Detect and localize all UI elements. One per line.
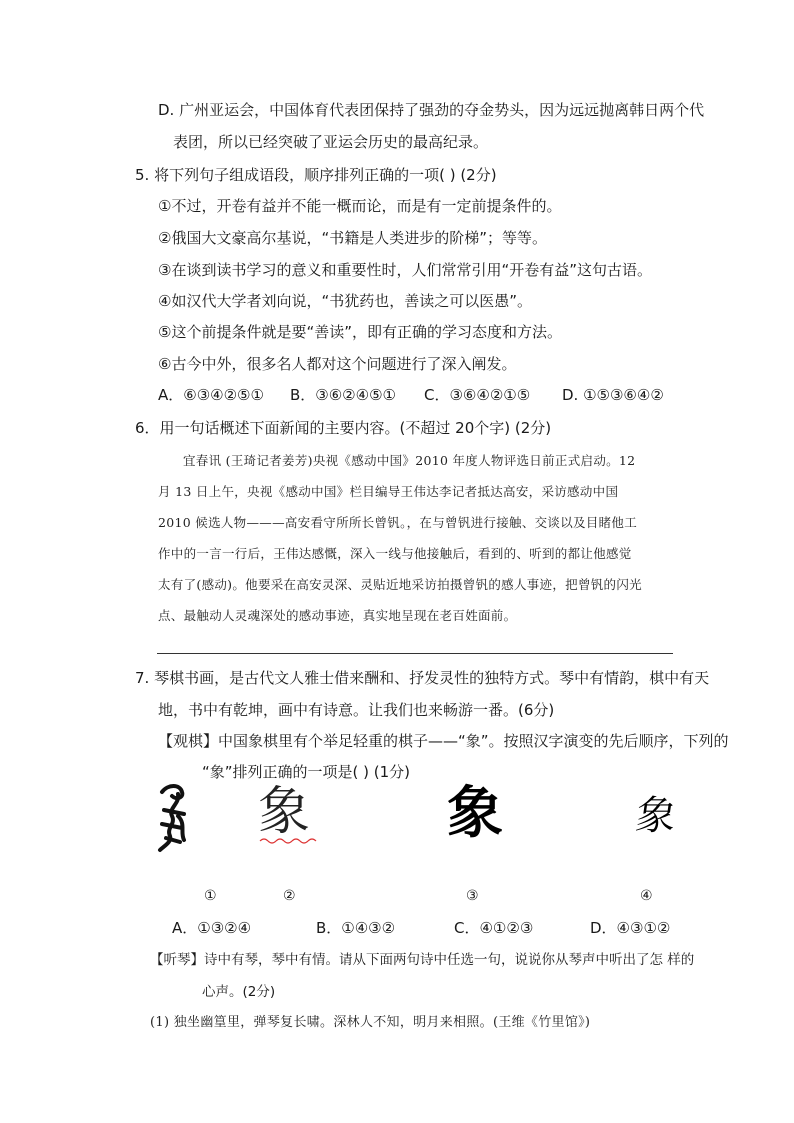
glyph-number-2: ② — [283, 888, 296, 904]
seal-script-elephant-glyph: 象 — [632, 793, 680, 839]
q5-sentence-6: ⑥古今中外，很多名人都对这个问题进行了深入阐发。 — [158, 355, 517, 373]
q5-sentence-2: ②俄国大文豪高尔基说，“书籍是人类进步的阶梯”；等等。 — [158, 229, 547, 247]
q5-option-d: D. ①⑤③⑥④② — [562, 386, 664, 404]
oracle-bone-elephant-glyph — [150, 780, 200, 855]
q4-option-d-line2: 表团，所以已经突破了亚运会历史的最高纪录。 — [173, 133, 489, 151]
q7-option-b: B．①④③② — [316, 919, 396, 937]
q7-option-c: C．④①②③ — [454, 919, 534, 937]
q6-stem: 6．用一句话概述下面新闻的主要内容。(不超过 20个字) (2分) — [135, 419, 552, 437]
q6-news-line-3: 2010 候选人物———高安看守所所长曾钒。，在与曾钒进行接触、交谈以及目睹他工 — [158, 515, 638, 530]
q6-news-line-4: 作中的一言一行后，王伟达感慨，深入一线与他接触后，看到的、听到的都让他感觉 — [158, 546, 632, 561]
q7-option-d: D．④③①② — [590, 919, 671, 937]
q6-news-line-2: 月 13 日上午，央视《感动中国》栏目编导王伟达李记者抵达高安，采访感动中国 — [158, 484, 619, 499]
q7-poem-1: (1) 独坐幽篁里，弹琴复长啸。深林人不知，明月来相照。(王维《竹里馆》) — [150, 1015, 591, 1030]
q4-option-d-line1: D. 广州亚运会，中国体育代表团保持了强劲的夺金势头，因为远远抛离韩日两个代 — [158, 101, 705, 119]
q5-sentence-5: ⑤这个前提条件就是要“善读”，即有正确的学习态度和方法。 — [158, 323, 562, 341]
q5-sentence-4: ④如汉代大学者刘向说，“书犹药也，善读之可以医愚”。 — [158, 292, 532, 310]
q5-stem: 5. 将下列句子组成语段，顺序排列正确的一项( ) (2分) — [135, 166, 497, 184]
spellcheck-underline-icon — [258, 836, 322, 846]
q6-news-line-6: 点、最触动人灵魂深处的感动事迹，真实地呈现在老百姓面前。 — [158, 608, 517, 623]
q5-option-b: B．③⑥②④⑤① — [290, 386, 396, 404]
q7-guanqi-line2: “象”排列正确的一项是( ) (1分) — [202, 763, 411, 781]
q6-news-line-1: 宜春讯 (王琦记者姜芳)央视《感动中国》2010 年度人物评选日前正式启动。12 — [183, 453, 636, 468]
clerical-script-elephant-glyph: 象 — [447, 781, 503, 846]
q7-stem-line2: 地，书中有乾坤，画中有诗意。让我们也来畅游一番。(6分) — [158, 701, 555, 719]
glyph-number-3: ③ — [466, 888, 479, 904]
q5-sentence-3: ③在谈到读书学习的意义和重要性时，人们常常引用“开卷有益”这句古语。 — [158, 261, 652, 279]
regular-script-elephant-glyph: 象 — [258, 782, 311, 842]
q7-option-a: A．①③②④ — [172, 919, 252, 937]
q7-tingqin-line1: 【听琴】诗中有琴，琴中有情。请从下面两句诗中任选一句，说说你从琴声中听出了怎 样的 — [150, 952, 695, 968]
q6-answer-line[interactable] — [157, 653, 673, 654]
q5-sentence-1: ①不过，开卷有益并不能一概而论，而是有一定前提条件的。 — [158, 197, 562, 215]
q7-guanqi-line1: 【观棋】中国象棋里有个举足轻重的棋子——“象”。按照汉字演变的先后顺序，下列的 — [158, 732, 729, 750]
q7-tingqin-line2: 心声。(2分) — [202, 984, 276, 1000]
q6-news-line-5: 太有了(感动)。他要采在高安灵深、灵贴近地采访拍摄曾钒的感人事迹，把曾钒的闪光 — [158, 577, 642, 592]
glyph-number-1: ① — [204, 888, 217, 904]
glyph-number-4: ④ — [640, 888, 653, 904]
q5-option-c: C．③⑥④②①⑤ — [424, 386, 531, 404]
q7-stem-line1: 7. 琴棋书画，是古代文人雅士借来酬和、抒发灵性的独特方式。琴中有情韵，棋中有天 — [135, 669, 710, 687]
q5-option-a: A．⑥③④②⑤① — [158, 386, 264, 404]
